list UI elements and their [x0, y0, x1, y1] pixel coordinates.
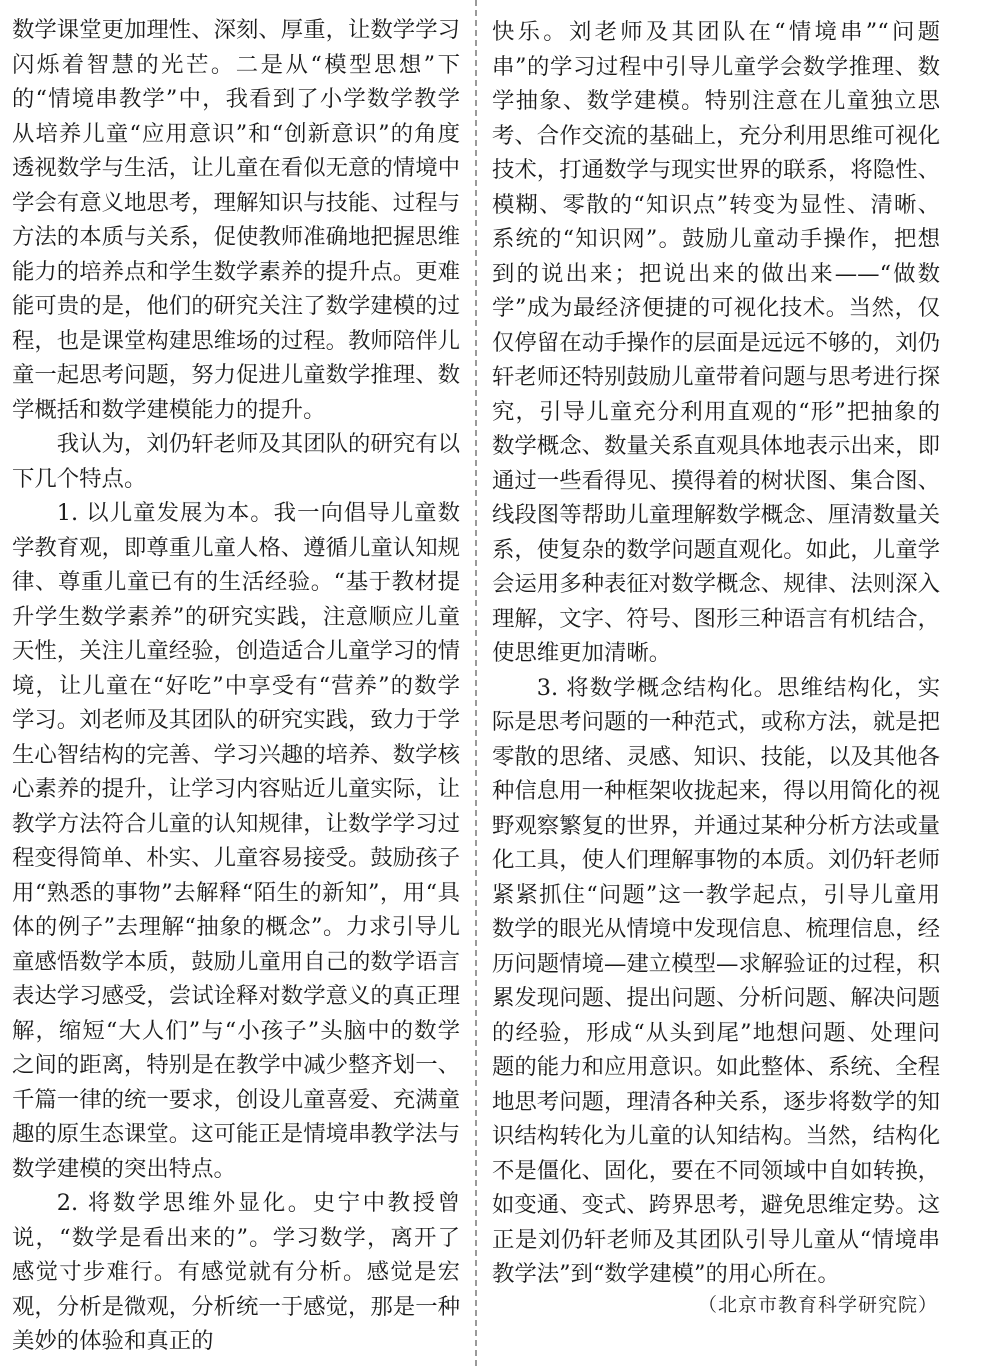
left-column — [12, 0, 460, 1359]
author-affiliation: （北京市教育科学研究院） — [697, 1294, 938, 1316]
left-paragraph-3: 1. 以儿童发展为本。我一向倡导儿童数学教育观，即尊重儿童人格、遵循儿童认知规律、尊重儿童已有的生活经验。“基于教材提升学生数学素养”的研究实践，注意顺应儿童天性，关注儿童经验，创造适合儿童学习的情境，让儿童在“好吃”中享受有“营养”的数学学习。刘老师及其团队的研究实践，致力于学生心智结构的完善、学习兴趣的培养、数学核心素养的提升，让学习内容贴近儿童实际，让教学方法符合儿童的认知规律，让数学学习过程变得简单、朴实、儿童容易接受。鼓励孩子用“熟悉的事物”去解释“陌生的新知”，用“具体的例子”去理解“抽象的概念”。力求引导儿童感悟数学本质，鼓励儿童用自己的数学语言表达学习感受，尝试诠释对数学意义的真正理解，缩短“大人们”与“小孩子”头脑中的数学之间的距离，特别是在教学中减少整齐划一、千篇一律的统一要求，创设儿童喜爱、充满童趣的原生态课堂。这可能正是情境串教学法与数学建模的突出特点。 — [12, 500, 460, 1182]
left-paragraph-1: 数学课堂更加理性、深刻、厚重，让数学学习闪烁着智慧的光芒。二是从“模型思想”下的“情境串教学”中，我看到了小学数学教学从培养儿童“应用意识”和“创新意识”的角度透视数学与生活，让儿童在看似无意的情境中学会有意义地思考，理解知识与技能、过程与方法的本质与关系，促使教师准确地把握思维能力的培养点和学生数学素养的提升点。更难能可贵的是，他们的研究关注了数学建模的过程，也是课堂构建思维场的过程。教师陪伴儿童一起思考问题，努力促进儿童数学推理、数学概括和数学建模能力的提升。 — [12, 17, 460, 423]
left-paragraph-4: 2. 将数学思维外显化。史宁中教授曾说，“数学是看出来的”。学习数学，离开了感觉寸步难行。有感觉就有分析。感觉是宏观，分析是微观，分析统一于感觉，那是一种美妙的体验和真正的 — [12, 1190, 460, 1354]
right-paragraph-2: 3. 将数学概念结构化。思维结构化，实际是思考问题的一种范式，或称方法，就是把零散的思绪、灵感、知识、技能，以及其他各种信息用一种框架收拢起来，得以用简化的视野观察繁复的世界，并通过某种分析方法或量化工具，使人们理解事物的本质。刘仍轩老师紧紧抓住“问题”这一教学起点，引导儿童用数学的眼光从情境中发现信息、梳理信息，经历问题情境—建立模型—求解验证的过程，积累发现问题、提出问题、分析问题、解决问题的经验，形成“从头到尾”地想问题、处理问题的能力和应用意识。如此整体、系统、全程地思考问题，理清各种关系，逐步将数学的知识结构转化为儿童的认知结构。当然，结构化不是僵化、固化，要在不同领域中自如转换，如变通、变式、跨界思考，避免思维定势。这正是刘仍轩老师及其团队引导儿童从“情境串教学法”到“数学建模”的用心所在。 — [492, 674, 940, 1287]
column-divider — [475, 0, 477, 1366]
left-paragraph-2: 我认为，刘仍轩老师及其团队的研究有以下几个特点。 — [12, 431, 460, 492]
right-paragraph-1: 快乐。刘老师及其团队在“情境串”“问题串”的学习过程中引导儿童学会数学推理、数学抽象、数学建模。特别注意在儿童独立思考、合作交流的基础上，充分利用思维可视化技术，打通数学与现实世界的联系，将隐性、模糊、零散的“知识点”转变为显性、清晰、系统的“知识网”。鼓励儿童动手操作，把想到的说出来；把说出来的做出来——“做数学”成为最经济便捷的可视化技术。当然，仅仅停留在动手操作的层面是远远不够的，刘仍轩老师还特别鼓励儿童带着问题与思考进行探究，引导儿童充分利用直观的“形”把抽象的数学概念、数量关系直观具体地表示出来，即通过一些看得见、摸得着的树状图、集合图、线段图等帮助儿童理解数学概念、厘清数量关系，使复杂的数学问题直观化。如此，儿童学会运用多种表征对数学概念、规律、法则深入理解，文字、符号、图形三种语言有机结合，使思维更加清晰。 — [492, 19, 940, 666]
right-column — [492, 0, 940, 1292]
